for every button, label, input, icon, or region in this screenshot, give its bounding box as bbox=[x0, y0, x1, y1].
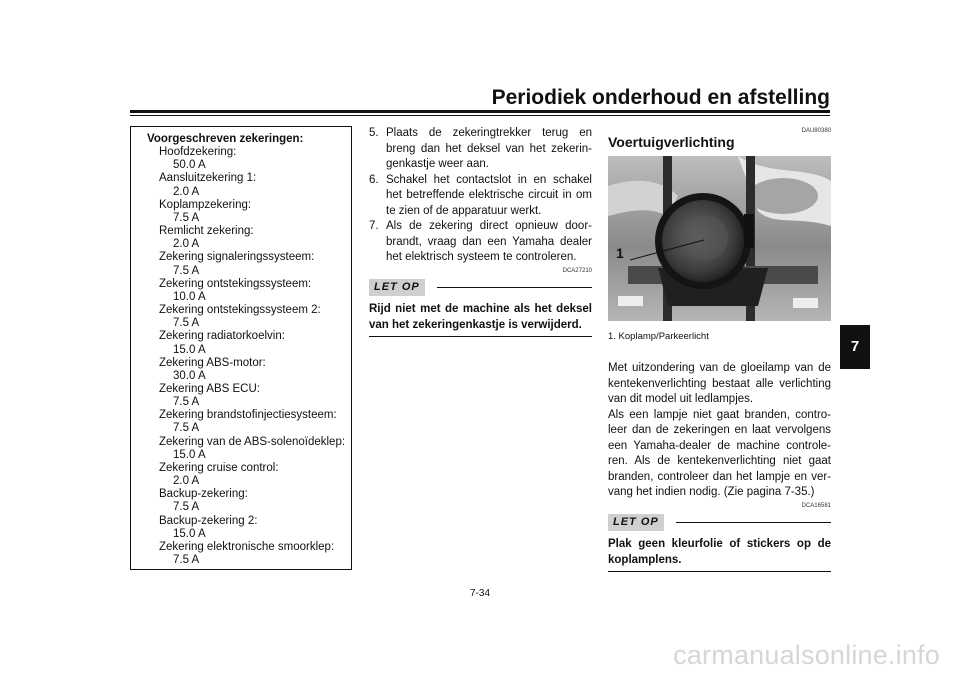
step-item bbox=[369, 126, 592, 173]
fuse-item bbox=[147, 199, 351, 225]
fuse-name: Remlicht zekering: bbox=[159, 225, 254, 238]
fuse-item bbox=[147, 330, 351, 356]
fuse-name: Zekering cruise control: bbox=[159, 461, 279, 474]
fuse-name: Zekering radiatorkoelvin: bbox=[159, 330, 285, 343]
header-rule-thin bbox=[130, 115, 830, 116]
fuse-name: Hoofdzekering: bbox=[159, 146, 237, 159]
fuse-value: 7.5 A bbox=[173, 264, 200, 277]
section-code: DAU80380 bbox=[801, 128, 831, 134]
step-number: 7. bbox=[369, 220, 379, 232]
fuse-item bbox=[147, 304, 351, 330]
fuse-value: 15.0 A bbox=[173, 527, 206, 540]
notice-text: Rijd niet met de machine als het deksel van het zekeringenkastje is verwijderd. bbox=[369, 302, 592, 337]
fuse-value: 10.0 A bbox=[173, 290, 206, 303]
fuse-name: Aansluitzekering 1: bbox=[159, 172, 257, 185]
notice-badge: LET OP bbox=[369, 279, 425, 297]
fuse-value: 50.0 A bbox=[173, 159, 206, 172]
fuse-value: 7.5 A bbox=[173, 211, 200, 224]
fuse-item bbox=[147, 357, 351, 383]
fuse-name: Zekering brandstofinjectiesysteem: bbox=[159, 409, 337, 422]
fuse-name: Zekering ontstekingssysteem: bbox=[159, 277, 312, 290]
fuse-name: Zekering van de ABS-solenoïdeklep: bbox=[159, 435, 346, 448]
notice-rule bbox=[676, 522, 831, 523]
notice-heading bbox=[369, 279, 592, 297]
step-text: Schakel het contactslot in en schakel het betreffende elektrische circuit in om te zien of de apparatuur werkt. bbox=[386, 173, 592, 217]
fuse-item bbox=[147, 225, 351, 251]
fuse-item bbox=[147, 541, 351, 567]
fuse-item bbox=[147, 488, 351, 514]
fuse-spec-title: Voorgeschreven zekeringen: bbox=[147, 133, 304, 145]
fuse-value: 7.5 A bbox=[173, 554, 200, 566]
fuse-value: 2.0 A bbox=[173, 238, 200, 251]
watermark: carmanualsonline.info bbox=[673, 640, 940, 670]
fuse-name: Zekering ABS-motor: bbox=[159, 356, 266, 369]
step-text: Als de zekering direct opnieuw door-brandt, vraag dan een Yamaha dealer het elektrisch systeem te controleren. bbox=[386, 220, 592, 263]
fuse-name: Zekering signaleringssysteem: bbox=[159, 251, 315, 264]
fuse-item bbox=[147, 251, 351, 277]
fuse-value: 7.5 A bbox=[173, 317, 200, 330]
page-number: 7-34 bbox=[469, 588, 490, 599]
fuse-item bbox=[147, 462, 351, 488]
fuse-value: 15.0 A bbox=[173, 343, 206, 356]
fuse-name: Zekering elektronische smoorklep: bbox=[159, 540, 335, 553]
step-text: Plaats de zekeringtrekker terug en breng dan het deksel van het zekerin-genkastje weer aan. bbox=[386, 127, 592, 170]
photo-callout-number: 1 bbox=[616, 244, 624, 261]
fuse-value: 2.0 A bbox=[173, 185, 200, 198]
fuse-value: 2.0 A bbox=[173, 475, 200, 488]
fuse-value: 7.5 A bbox=[173, 422, 200, 435]
fuse-name: Zekering ontstekingssysteem 2: bbox=[159, 304, 321, 317]
notice-badge: LET OP bbox=[608, 514, 664, 532]
fuse-name: Backup-zekering: bbox=[159, 488, 248, 501]
photo-caption: 1. Koplamp/Parkeerlicht bbox=[608, 330, 709, 342]
notice-code: DCA27210 bbox=[562, 267, 592, 274]
chapter-tab: 7 bbox=[840, 325, 870, 369]
section-body: Met uitzondering van de gloeilamp van de kentekenverlichting bestaat alle verlichting van dit model uit ledlampjes. Als een lampje niet gaat branden, contro-leer dan de zekeringen en laat vervolgens een Yamaha-dealer de machine controle-ren. Als de kentekenverlichting niet gaat branden, controleer dan het lampje en ver-vang het indien nodig. (Zie pagina 7-35.) bbox=[608, 362, 831, 498]
fuse-value: 30.0 A bbox=[173, 369, 206, 382]
fuse-value: 7.5 A bbox=[173, 396, 200, 409]
fuse-item bbox=[147, 278, 351, 304]
fuse-spec-box bbox=[130, 126, 352, 570]
fuse-name: Koplampzekering: bbox=[159, 198, 252, 211]
fuse-item bbox=[147, 409, 351, 435]
step-number: 5. bbox=[369, 127, 379, 139]
fuse-item bbox=[147, 515, 351, 541]
fuse-item bbox=[147, 146, 351, 172]
steps-column bbox=[369, 126, 592, 337]
notice-text: Plak geen kleurfolie of stickers op de koplamplens. bbox=[608, 537, 831, 572]
section-title: Voertuigverlichting bbox=[608, 134, 735, 150]
fuse-value: 7.5 A bbox=[173, 501, 200, 514]
lighting-column bbox=[608, 126, 831, 572]
step-number: 6. bbox=[369, 173, 379, 186]
page-header-title: Periodiek onderhoud en afstelling bbox=[491, 86, 830, 109]
fuse-name: Backup-zekering 2: bbox=[159, 514, 258, 527]
header-rule-thick bbox=[130, 110, 830, 113]
notice-code: DCA16581 bbox=[801, 502, 831, 509]
headlight-photo bbox=[608, 156, 831, 321]
fuse-item bbox=[147, 436, 351, 462]
step-item bbox=[369, 219, 592, 266]
notice-heading bbox=[608, 514, 831, 532]
fuse-name: Zekering ABS ECU: bbox=[159, 382, 260, 395]
step-item bbox=[369, 173, 592, 220]
notice-rule bbox=[437, 287, 592, 288]
fuse-item bbox=[147, 383, 351, 409]
fuse-item bbox=[147, 172, 351, 198]
fuse-value: 15.0 A bbox=[173, 448, 206, 461]
